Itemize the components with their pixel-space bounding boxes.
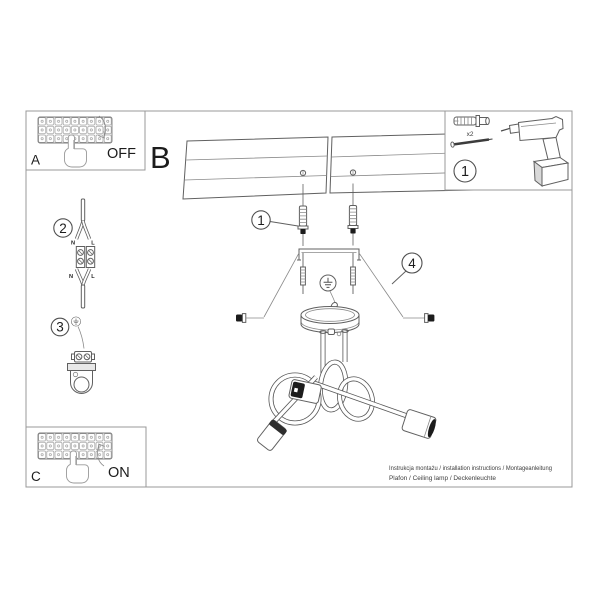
screw-head-icon xyxy=(236,315,242,322)
ground-symbol-icon xyxy=(71,317,80,326)
step-3-grounding xyxy=(51,317,95,394)
ground-leader-line xyxy=(78,327,84,349)
ceiling-bracket-icon xyxy=(68,352,96,394)
callout-anchors-number: 1 xyxy=(257,212,265,228)
callout-lamp-number: 4 xyxy=(408,256,416,271)
ceiling-boards xyxy=(183,134,473,200)
callout-anchors xyxy=(252,211,298,229)
bracket-bolt-icon xyxy=(301,253,306,294)
lamp-socket-right xyxy=(401,409,438,440)
bracket-bolt-icon xyxy=(351,253,356,294)
side-screw-right xyxy=(403,314,434,323)
canopy-hole xyxy=(328,329,335,335)
wire-label-l-bottom: L xyxy=(91,274,95,280)
wire-label-n-bottom: N xyxy=(68,274,74,280)
lamp-socket-lower-left xyxy=(256,419,288,452)
step-3-number: 3 xyxy=(56,319,64,335)
step-2-number: 2 xyxy=(59,220,67,236)
off-label: OFF xyxy=(107,146,136,162)
wire-label-l-top: L xyxy=(91,240,95,247)
ceiling-board-left xyxy=(183,137,328,199)
ground-symbol-icon xyxy=(320,275,336,291)
callout-lamp xyxy=(392,253,422,284)
ceiling-lamp xyxy=(256,307,438,452)
step-c-power-on xyxy=(26,427,146,487)
step-c-letter: C xyxy=(31,469,41,484)
step-a-power-off xyxy=(26,111,145,170)
breaker-panel-icon xyxy=(38,117,112,143)
footer-line-2: Plafon / Ceiling lamp / Deckenleuchte xyxy=(389,475,497,482)
on-label: ON xyxy=(108,465,130,481)
step-a-letter: A xyxy=(31,152,41,168)
callout-parts xyxy=(454,160,476,182)
parts-box xyxy=(445,111,572,190)
wire-label-n-top: N xyxy=(70,240,76,247)
mounting-bracket xyxy=(297,249,361,260)
parts-box-number: 1 xyxy=(460,164,470,180)
screw-head-icon xyxy=(428,315,434,322)
cable-top xyxy=(81,199,84,221)
anchor-quantity: x2 xyxy=(466,131,474,138)
side-screw-left xyxy=(236,314,264,323)
step-b-letter: B xyxy=(150,140,171,175)
step-2-wiring xyxy=(54,199,95,308)
cable-bottom xyxy=(81,285,84,308)
terminal-block-icon xyxy=(76,247,94,268)
canopy-hole xyxy=(337,332,341,336)
ground-leader-line xyxy=(330,291,335,303)
wall-plug-icon xyxy=(454,116,489,127)
bracket-screw-hole xyxy=(73,372,77,376)
footer-line-1: Instrukcja montażu / installation instructions / Montageanleitung xyxy=(389,465,553,472)
